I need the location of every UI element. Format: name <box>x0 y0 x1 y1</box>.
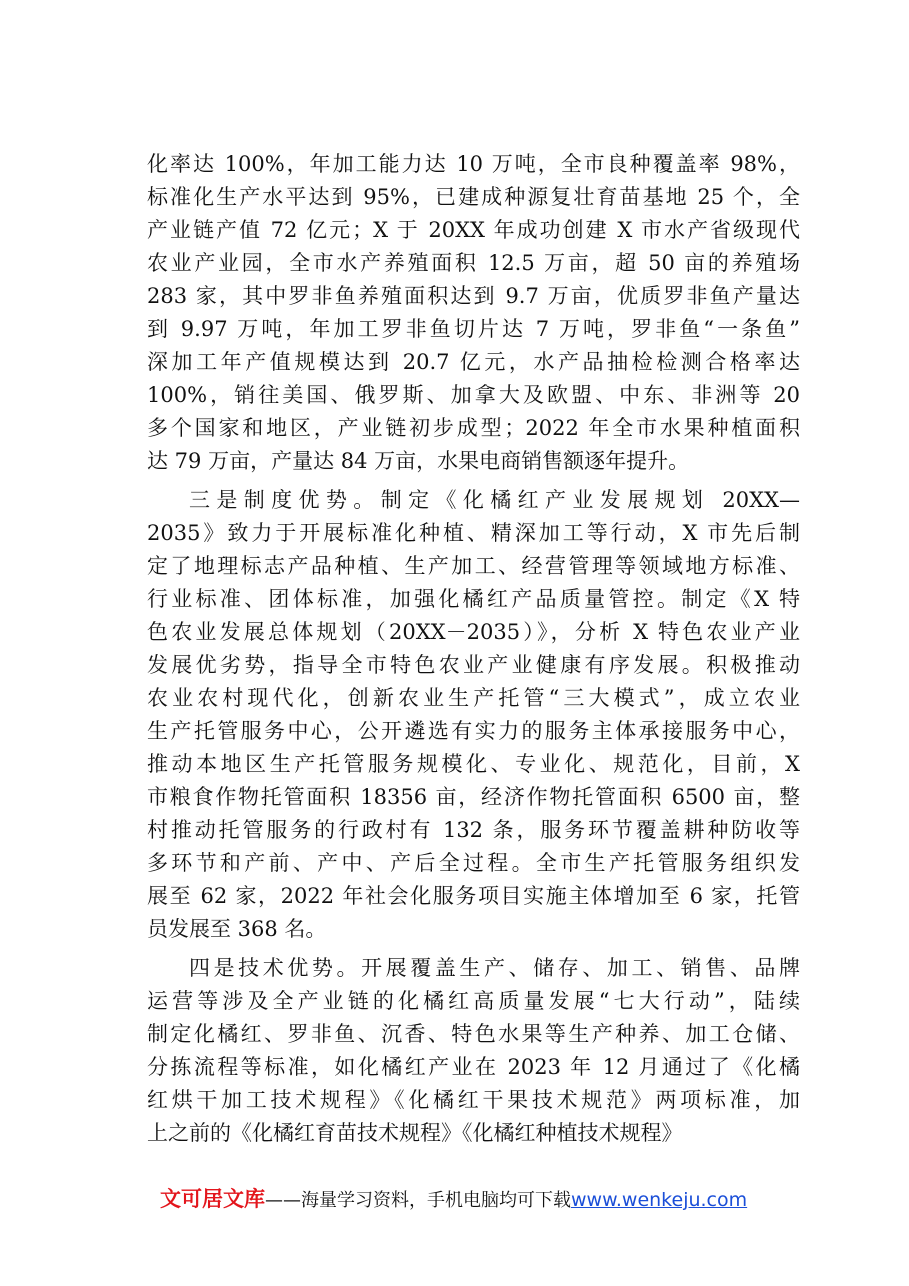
text-line: 283 家，其中罗非鱼养殖面积达到 9.7 万亩，优质罗非鱼产量达 <box>147 284 800 308</box>
text-line: 农业产业园，全市水产养殖面积 12.5 万亩，超 50 亩的养殖场 <box>147 251 800 275</box>
paragraph <box>147 484 800 946</box>
text-line: 化率达 100%，年加工能力达 10 万吨，全市良种覆盖率 98%， <box>147 152 800 176</box>
website-link[interactable]: www.wenkeju.com <box>571 1189 748 1211</box>
text-line: 100%，销往美国、俄罗斯、加拿大及欧盟、中东、非洲等 20 <box>147 383 800 407</box>
footer-banner <box>160 1184 780 1214</box>
text-line: 上之前的《化橘红育苗技术规程》《化橘红种植技术规程》 <box>147 1121 683 1145</box>
text-line: 四是技术优势。开展覆盖生产、储存、加工、销售、品牌 <box>189 956 800 980</box>
text-line: 多个国家和地区，产业链初步成型；2022 年全市水果种植面积 <box>147 416 800 440</box>
text-line: 行业标准、团体标准，加强化橘红产品质量管控。制定《X 特 <box>147 587 800 611</box>
text-line: 制定化橘红、罗非鱼、沉香、特色水果等生产种养、加工仓储、 <box>147 1022 800 1046</box>
footer-slogan: ——海量学习资料，手机电脑均可下载 <box>265 1190 571 1211</box>
text-line: 推动本地区生产托管服务规模化、专业化、规范化，目前，X <box>147 752 800 776</box>
document-body <box>147 148 800 1150</box>
text-line: 标准化生产水平达到 95%，已建成种源复壮育苗基地 25 个，全 <box>147 185 800 209</box>
text-line: 达 79 万亩，产量达 84 万亩，水果电商销售额逐年提升。 <box>147 449 690 473</box>
text-line: 分拣流程等标准，如化橘红产业在 2023 年 12 月通过了《化橘 <box>147 1055 800 1079</box>
paragraph <box>147 148 800 478</box>
text-line: 村推动托管服务的行政村有 132 条，服务环节覆盖耕种防收等 <box>147 818 800 842</box>
text-line: 员发展至 368 名。 <box>147 917 327 941</box>
text-line: 运营等涉及全产业链的化橘红高质量发展“七大行动”，陆续 <box>147 989 800 1013</box>
text-line: 多环节和产前、产中、产后全过程。全市生产托管服务组织发 <box>147 851 800 875</box>
text-line: 市粮食作物托管面积 18356 亩，经济作物托管面积 6500 亩，整 <box>147 785 800 809</box>
text-line: 到 9.97 万吨，年加工罗非鱼切片达 7 万吨，罗非鱼“一条鱼” <box>147 317 800 341</box>
text-line: 生产托管服务中心，公开遴选有实力的服务主体承接服务中心， <box>147 719 800 743</box>
text-line: 三是制度优势。制定《化橘红产业发展规划 20XX— <box>189 488 800 512</box>
text-line: 农业农村现代化，创新农业生产托管“三大模式”，成立农业 <box>147 686 800 710</box>
text-line: 深加工年产值规模达到 20.7 亿元，水产品抽检检测合格率达 <box>147 350 800 374</box>
text-line: 色农业发展总体规划（20XX－2035）》，分析 X 特色农业产业 <box>147 620 800 644</box>
text-line: 红烘干加工技术规程》《化橘红干果技术规范》两项标准，加 <box>147 1088 800 1112</box>
text-line: 发展优劣势，指导全市特色农业产业健康有序发展。积极推动 <box>147 653 800 677</box>
text-line: 展至 62 家，2022 年社会化服务项目实施主体增加至 6 家，托管 <box>147 884 800 908</box>
text-line: 产业链产值 72 亿元；X 于 20XX 年成功创建 X 市水产省级现代 <box>147 218 800 242</box>
text-line: 2035》致力于开展标准化种植、精深加工等行动，X 市先后制 <box>147 521 800 545</box>
paragraph <box>147 952 800 1150</box>
brand-name: 文可居文库 <box>160 1187 265 1211</box>
text-line: 定了地理标志产品种植、生产加工、经营管理等领域地方标准、 <box>147 554 800 578</box>
